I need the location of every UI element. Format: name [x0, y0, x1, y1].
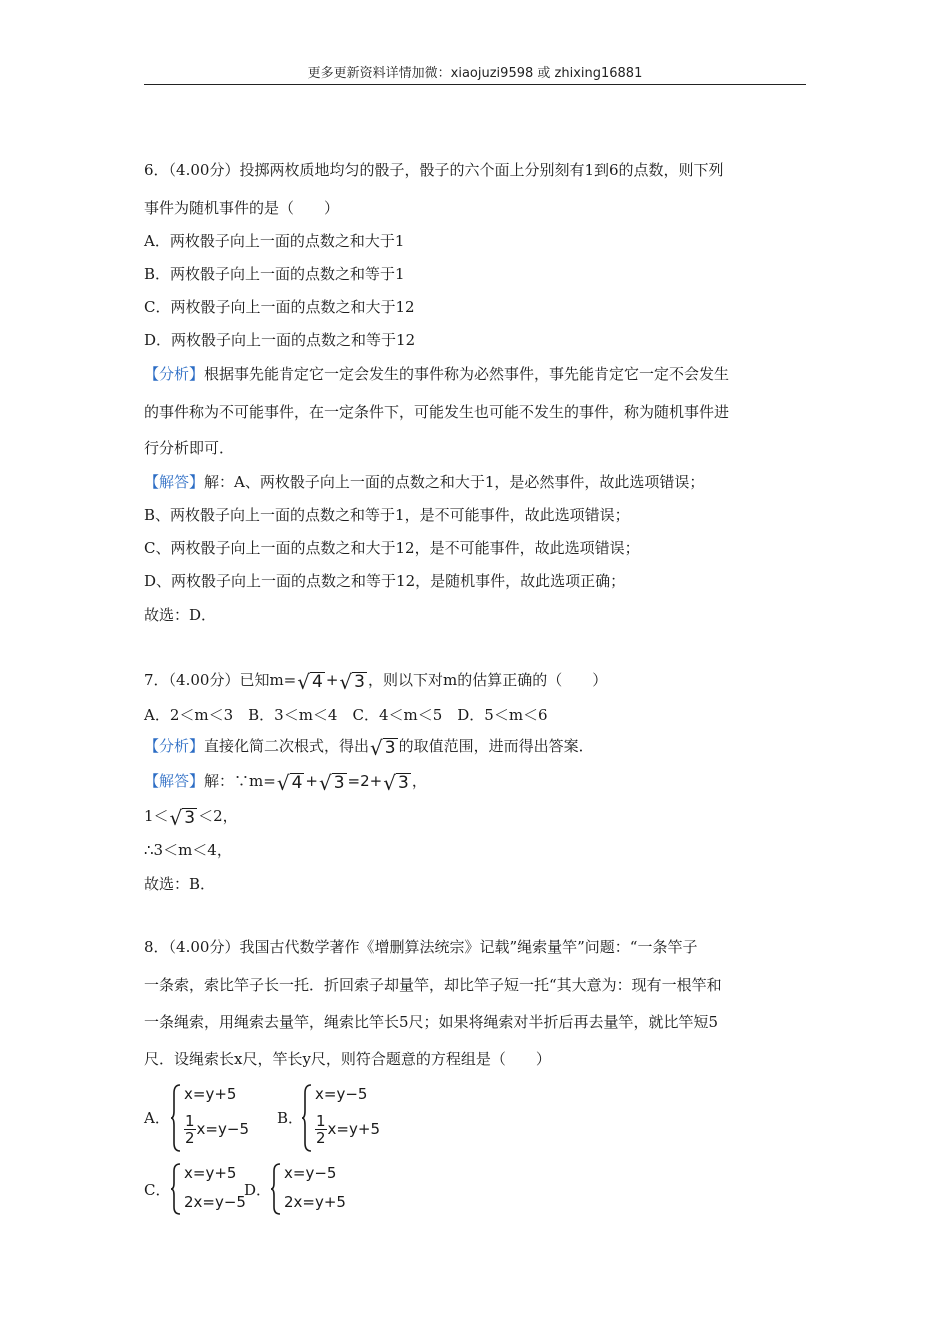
comma: ， [411, 772, 427, 790]
equation-2: 2x=y−5 [184, 1193, 246, 1211]
q6-answer-line1 [144, 472, 704, 492]
q8-option-a [144, 1083, 264, 1153]
answer-text: 解：A、两枚骰子向上一面的点数之和大于1，是必然事件，故此选项错误； [204, 473, 705, 491]
q8-option-c [144, 1162, 254, 1216]
page-header: 更多更新资料详情加微：xiaojuzi9598 或 zhixing16881 [144, 62, 806, 85]
q7-choice: 故选：B． [144, 875, 216, 893]
brace-icon [301, 1083, 313, 1153]
equation-2: $\frac{1}{2}$ x=y−5 [185, 1112, 249, 1147]
answer-tag: 【解答】 [144, 473, 205, 491]
q6-answer-line4: D、两枚骰子向上一面的点数之和等于12，是随机事件，故此选项正确； [144, 572, 626, 590]
q7-stem-post: ，则以下对m的估算正确的（ ） [367, 671, 608, 689]
sqrt-3: √ 3 [339, 670, 365, 694]
equals-2-plus: =2+ [347, 772, 383, 790]
q6-option-c: C．两枚骰子向上一面的点数之和大于12 [144, 298, 415, 316]
sqrt-4: √ 4 [297, 670, 323, 694]
q6-analysis-line3: 行分析即可． [144, 439, 235, 457]
q6-choice: 故选：D． [144, 606, 217, 624]
q6-answer-line3: C、两枚骰子向上一面的点数之和大于12，是不可能事件，故此选项错误； [144, 539, 640, 557]
q7-answer [144, 771, 427, 793]
plus-sign: + [325, 671, 339, 689]
q7-inequality [144, 806, 238, 828]
q8-option-d [244, 1162, 354, 1216]
option-label: A． [144, 1109, 170, 1127]
analysis-tag: 【分析】 [144, 365, 205, 383]
analysis-text-end: 的取值范围，进而得出答案． [398, 737, 594, 755]
analysis-tag: 【分析】 [144, 737, 205, 755]
sqrt-3: √ 3 [383, 771, 409, 795]
q8-stem-line2: 一条索，索比竿子长一托．折回索子却量竿，却比竿子短一托“其大意为：现有一根竿和 [144, 976, 722, 994]
equation-1: x=y−5 [284, 1164, 337, 1182]
q6-option-d: D．两枚骰子向上一面的点数之和等于12 [144, 331, 416, 349]
answer-text: 解：∵m= [204, 772, 276, 790]
sqrt-3: √ 3 [169, 806, 196, 830]
q6-stem-line2: 事件为随机事件的是（ ） [144, 199, 340, 217]
answer-tag: 【解答】 [144, 772, 205, 790]
sqrt-3: √ 3 [318, 771, 345, 795]
q6-option-a: A．两枚骰子向上一面的点数之和大于1 [144, 232, 405, 250]
q8-stem-line3: 一条绳索，用绳索去量竿，绳索比竿长5尺；如果将绳索对半折后再去量竿，就比竿短5 [144, 1013, 719, 1031]
q6-answer-line2: B、两枚骰子向上一面的点数之和等于1，是不可能事件，故此选项错误； [144, 506, 630, 524]
equation-2: 2x=y+5 [284, 1193, 346, 1211]
equation-1: x=y+5 [184, 1164, 237, 1182]
q7-result: ∴3＜m＜4， [144, 841, 232, 859]
equation-2: $\frac{1}{2}$ x=y+5 [316, 1112, 380, 1147]
q6-analysis-line1 [144, 364, 729, 384]
brace-icon [270, 1162, 282, 1216]
q7-options: A．2＜m＜3 B．3＜m＜4 C．4＜m＜5 D．5＜m＜6 [144, 706, 548, 724]
ineq-right: ＜2， [198, 807, 238, 825]
sqrt-4: √ 4 [276, 771, 303, 795]
equation-1: x=y−5 [315, 1085, 368, 1103]
brace-icon [170, 1083, 182, 1153]
equation-1: x=y+5 [184, 1085, 237, 1103]
analysis-text: 根据事先能肯定它一定会发生的事件称为必然事件，事先能肯定它一定不会发生 [204, 365, 730, 383]
q8-stem-line1: 8．（4.00分）我国古代数学著作《增删算法统宗》记载”绳索量竿”问题：“一条竿子 [144, 938, 698, 956]
fraction-half: $\frac{1}{2}$ [316, 1112, 326, 1147]
q7-stem [144, 670, 607, 692]
q8-option-b [277, 1083, 397, 1153]
q6-stem-line1: 6．（4.00分）投掷两枚质地均匀的骰子，骰子的六个面上分别刻有1到6的点数，则下列 [144, 161, 724, 179]
q6-analysis-line2: 的事件称为不可能事件，在一定条件下，可能发生也可能不发生的事件，称为随机事件进 [144, 403, 730, 421]
sqrt-3: √ 3 [370, 736, 396, 760]
fraction-half: $\frac{1}{2}$ [185, 1112, 195, 1147]
plus-sign: + [305, 772, 318, 790]
q6-option-b: B．两枚骰子向上一面的点数之和等于1 [144, 265, 405, 283]
q7-analysis [144, 736, 594, 758]
option-label: C． [144, 1181, 171, 1199]
option-label: B． [277, 1109, 304, 1127]
analysis-text: 直接化简二次根式，得出 [204, 737, 370, 755]
brace-icon [170, 1162, 182, 1216]
option-label: D． [244, 1181, 272, 1199]
q7-stem-pre: 7．（4.00分）已知m= [144, 671, 297, 689]
q8-stem-line4: 尺．设绳索长x尺，竿长y尺，则符合题意的方程组是（ ） [144, 1050, 551, 1068]
ineq-left: 1＜ [144, 807, 169, 825]
